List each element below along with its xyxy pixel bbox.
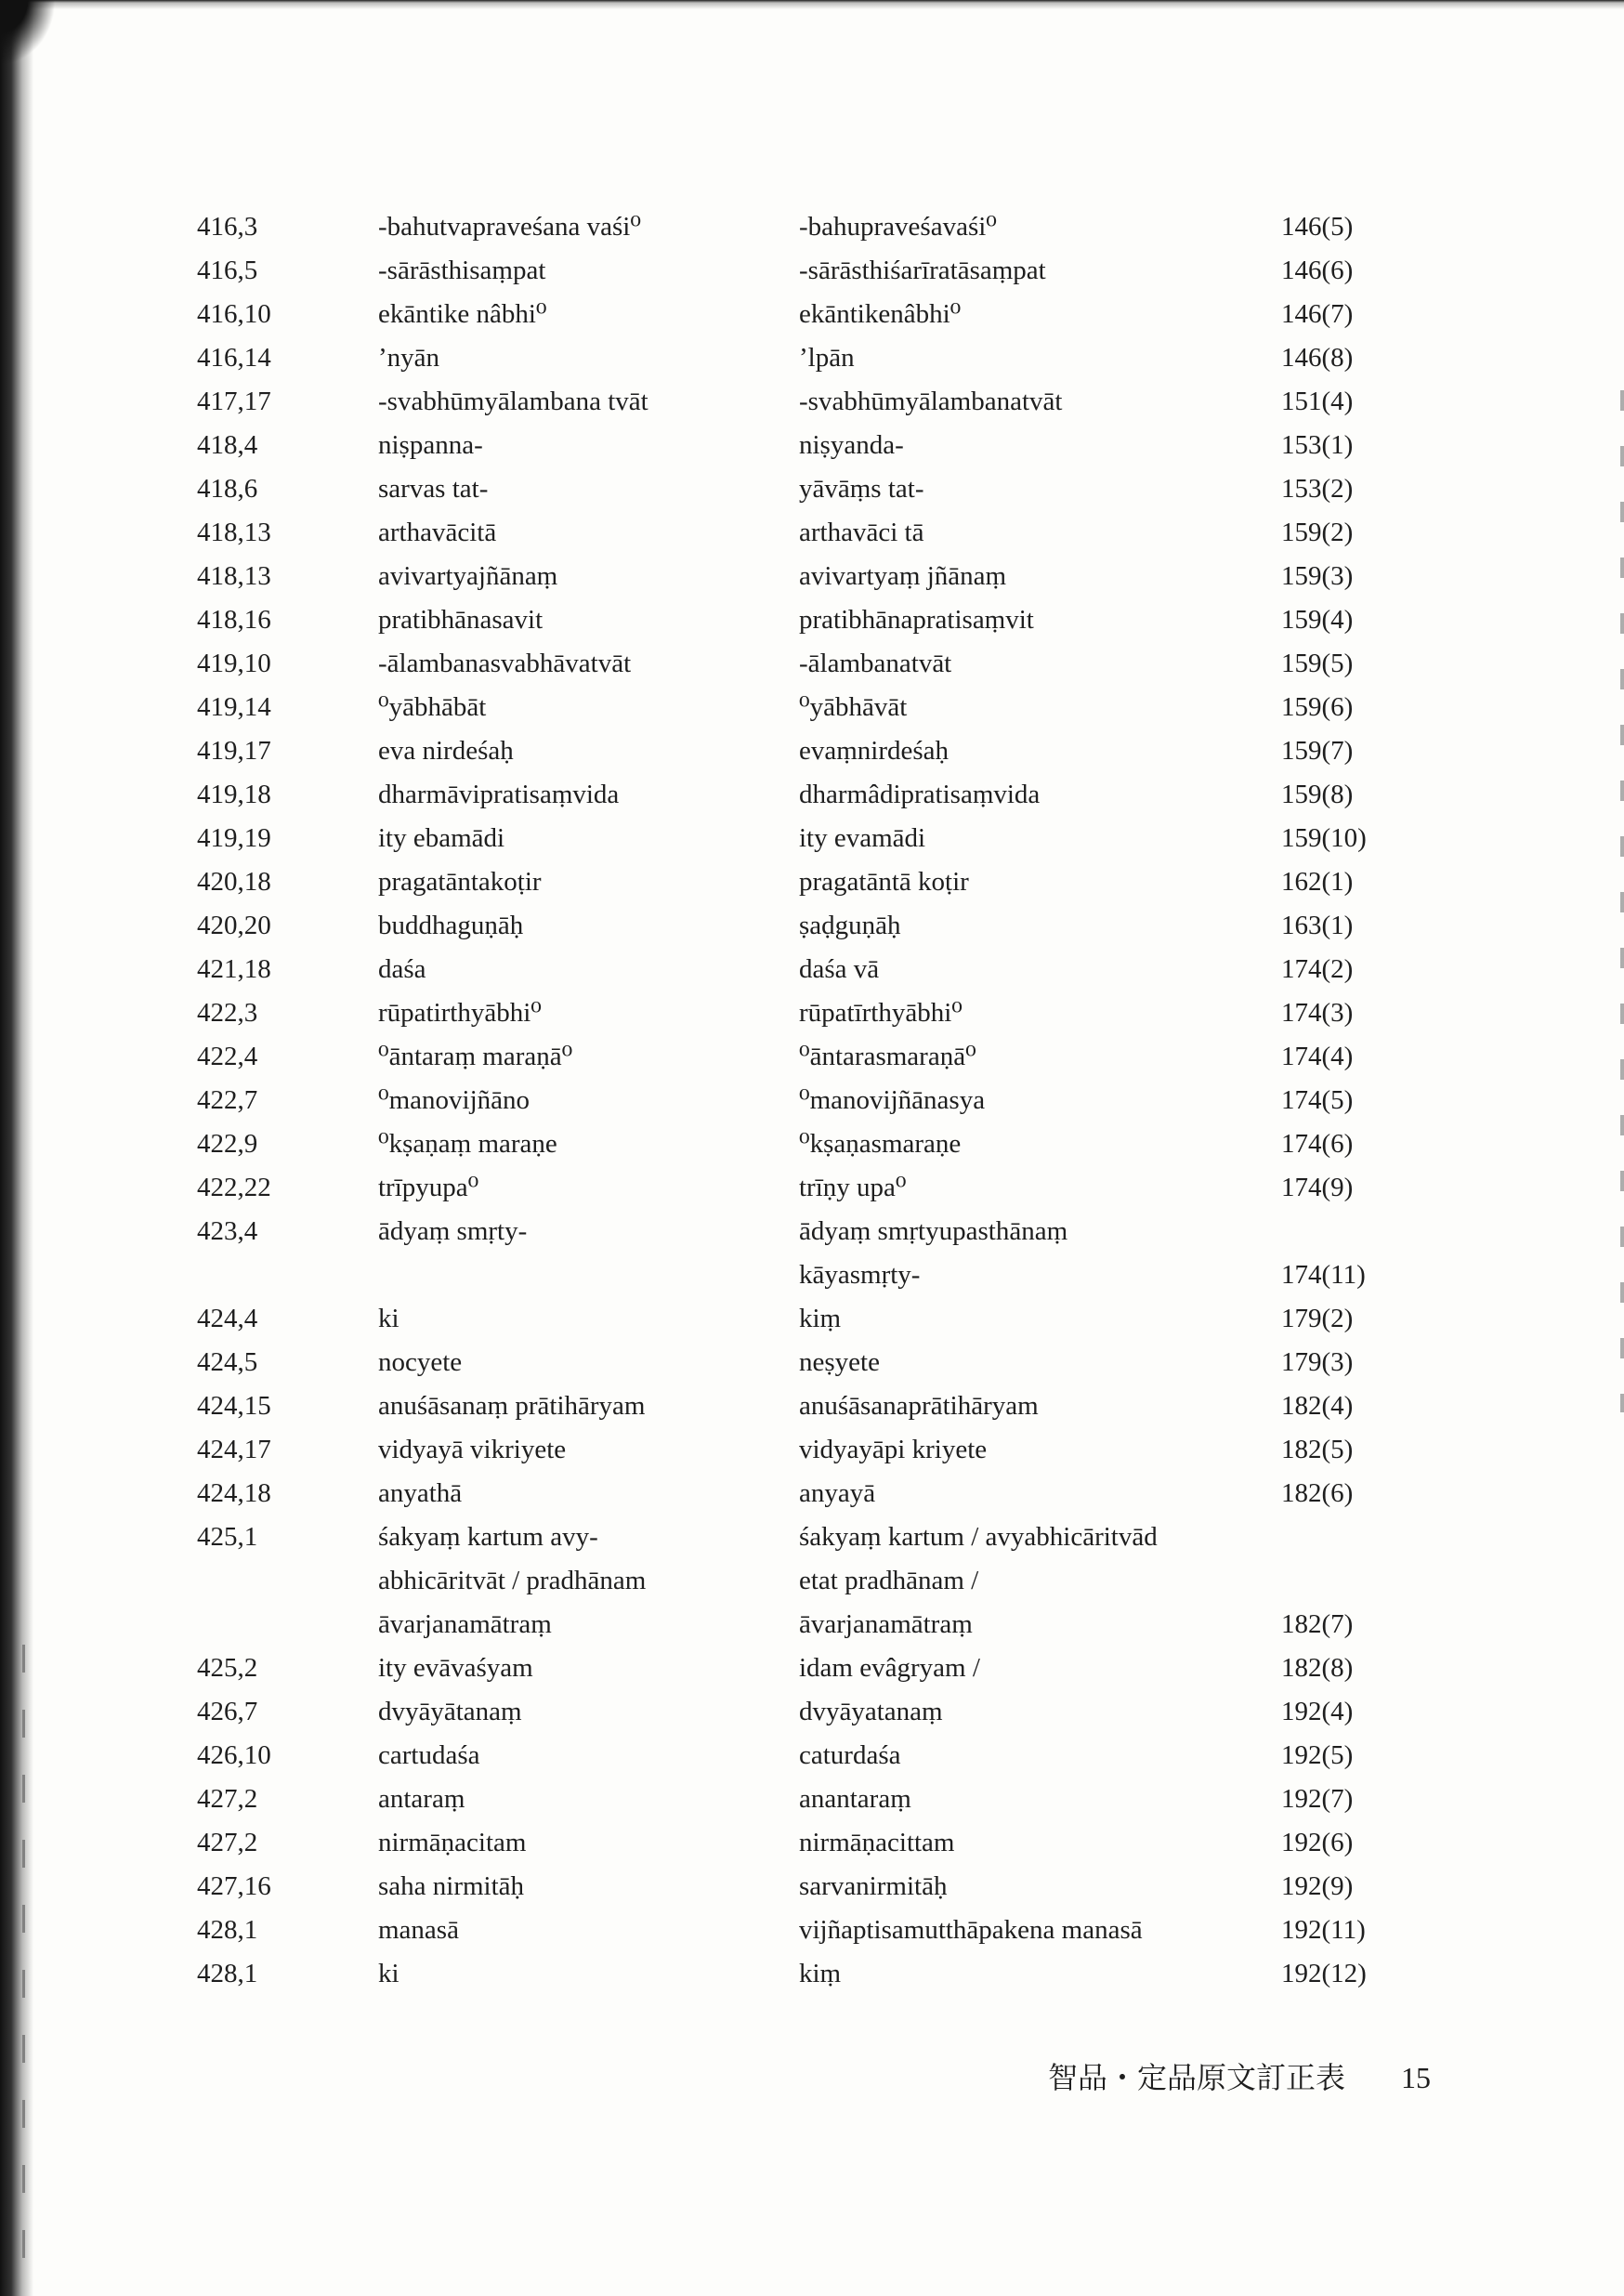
corrected-reading: kāyasmṛty- [799, 1260, 921, 1290]
corrected-reading: ’lpān [799, 343, 855, 373]
original-reading: sarvas tat- [378, 474, 489, 504]
table-row [197, 948, 1423, 991]
table-row [197, 1952, 1423, 1996]
table-row [197, 1297, 1423, 1341]
page-reference: 153(1) [1281, 430, 1354, 460]
corrected-reading: dharmâdipratisaṃvida [799, 780, 1041, 809]
line-reference: 419,19 [197, 823, 271, 853]
corrected-reading: rūpatīrthyābhi⁰ [799, 998, 963, 1028]
page-reference: 146(5) [1281, 212, 1354, 242]
table-row [197, 1909, 1423, 1952]
line-reference: 425,1 [197, 1522, 258, 1552]
table-row [197, 1210, 1423, 1253]
original-reading: ki [378, 1959, 399, 1988]
line-reference: 424,17 [197, 1435, 271, 1464]
corrected-reading: anyayā [799, 1478, 876, 1508]
table-row [197, 1472, 1423, 1515]
page-reference: 162(1) [1281, 867, 1354, 897]
page-reference: 146(7) [1281, 299, 1354, 329]
page-reference: 159(8) [1281, 780, 1354, 809]
table-row [197, 1341, 1423, 1384]
table-row [197, 729, 1423, 773]
line-reference: 417,17 [197, 387, 271, 416]
table-row [197, 1384, 1423, 1428]
table-row [197, 598, 1423, 642]
original-reading: anyathā [378, 1478, 463, 1508]
corrected-reading: -sārāsthiśarīratāsaṃpat [799, 256, 1046, 285]
table-row [197, 1428, 1423, 1472]
scan-artifact-left [22, 1645, 25, 2276]
table-row [197, 424, 1423, 467]
line-reference: 419,14 [197, 692, 271, 722]
corrected-reading: daśa vā [799, 954, 880, 984]
original-reading: śakyaṃ kartum avy- [378, 1522, 598, 1552]
line-reference: 422,9 [197, 1129, 258, 1159]
corrected-reading: idam evâgryam / [799, 1653, 980, 1683]
table-row [197, 1166, 1423, 1210]
original-reading: -svabhūmyālambana tvāt [378, 387, 648, 416]
original-reading: ’nyān [378, 343, 440, 373]
page-reference: 192(12) [1281, 1959, 1367, 1988]
scan-artifact-right [1620, 390, 1624, 1412]
corrected-reading: kiṃ [799, 1959, 842, 1988]
page-reference: 182(5) [1281, 1435, 1354, 1464]
original-reading: anuśāsanaṃ prātihāryam [378, 1391, 646, 1421]
corrected-reading: neṣyete [799, 1347, 880, 1377]
corrected-reading: vidyayāpi kriyete [799, 1435, 988, 1464]
table-row [197, 555, 1423, 598]
page-reference: 174(2) [1281, 954, 1354, 984]
original-reading: nirmāṇacitam [378, 1828, 527, 1857]
table-row [197, 1603, 1423, 1647]
table-row [197, 860, 1423, 904]
line-reference: 422,7 [197, 1085, 258, 1115]
table-row [197, 1122, 1423, 1166]
table-row [197, 1734, 1423, 1778]
table-row [197, 1865, 1423, 1909]
page-reference: 159(5) [1281, 649, 1354, 678]
page-number: 15 [1401, 2061, 1431, 2094]
line-reference: 424,15 [197, 1391, 271, 1421]
line-reference: 418,13 [197, 561, 271, 591]
corrected-reading: āvarjanamātraṃ [799, 1609, 973, 1639]
corrected-reading: ⁰kṣaṇasmaraṇe [799, 1129, 962, 1159]
corrected-reading: nirmāṇacittam [799, 1828, 955, 1857]
line-reference: 428,1 [197, 1915, 258, 1945]
corrected-reading: avivartyaṃ jñānaṃ [799, 561, 1007, 591]
page-reference: 192(9) [1281, 1871, 1354, 1901]
line-reference: 424,5 [197, 1347, 258, 1377]
original-reading: trīpyupa⁰ [378, 1173, 479, 1202]
line-reference: 427,16 [197, 1871, 271, 1901]
corrected-reading: niṣyanda- [799, 430, 904, 460]
original-reading: buddhaguṇāḥ [378, 911, 524, 940]
scan-shadow-top [0, 0, 1624, 9]
original-reading: ity evāvaśyam [378, 1653, 533, 1683]
page-reference: 179(2) [1281, 1304, 1354, 1333]
original-reading: ⁰āntaraṃ maraṇā⁰ [378, 1042, 573, 1071]
original-reading: avivartyajñānaṃ [378, 561, 558, 591]
page-reference: 192(5) [1281, 1740, 1354, 1770]
page-reference: 159(7) [1281, 736, 1354, 766]
correction-table [197, 205, 1423, 1996]
page-reference: 182(7) [1281, 1609, 1354, 1639]
page-reference: 146(6) [1281, 256, 1354, 285]
line-reference: 419,10 [197, 649, 271, 678]
original-reading: niṣpanna- [378, 430, 483, 460]
page-reference: 174(9) [1281, 1173, 1354, 1202]
original-reading: vidyayā vikriyete [378, 1435, 567, 1464]
line-reference: 418,16 [197, 605, 271, 635]
page-reference: 182(8) [1281, 1653, 1354, 1683]
page-reference: 182(4) [1281, 1391, 1354, 1421]
original-reading: nocyete [378, 1347, 463, 1377]
table-row [197, 1647, 1423, 1690]
page-reference: 151(4) [1281, 387, 1354, 416]
line-reference: 427,2 [197, 1784, 258, 1814]
original-reading: cartudaśa [378, 1740, 480, 1770]
table-row [197, 773, 1423, 817]
original-reading: dharmāvipratisaṃvida [378, 780, 620, 809]
table-row [197, 1253, 1423, 1297]
table-row [197, 249, 1423, 293]
original-reading: daśa [378, 954, 426, 984]
corrected-reading: ādyaṃ smṛtyupasthānaṃ [799, 1216, 1068, 1246]
page-reference: 192(6) [1281, 1828, 1354, 1857]
page-reference: 159(4) [1281, 605, 1354, 635]
table-row [197, 1690, 1423, 1734]
line-reference: 418,13 [197, 518, 271, 547]
original-reading: eva nirdeśaḥ [378, 736, 514, 766]
table-row [197, 1515, 1423, 1559]
corrected-reading: -svabhūmyālambanatvāt [799, 387, 1063, 416]
line-reference: 426,7 [197, 1697, 258, 1726]
line-reference: 424,4 [197, 1304, 258, 1333]
line-reference: 416,10 [197, 299, 271, 329]
corrected-reading: ity evamādi [799, 823, 926, 853]
page-reference: 179(3) [1281, 1347, 1354, 1377]
table-row [197, 686, 1423, 729]
original-reading: dvyāyātanaṃ [378, 1697, 522, 1726]
line-reference: 421,18 [197, 954, 271, 984]
corrected-reading: ⁰āntarasmaraṇā⁰ [799, 1042, 976, 1071]
page-reference: 159(2) [1281, 518, 1354, 547]
page-reference: 159(3) [1281, 561, 1354, 591]
page-reference: 146(8) [1281, 343, 1354, 373]
line-reference: 416,14 [197, 343, 271, 373]
corrected-reading: śakyaṃ kartum / avyabhicāritvād [799, 1522, 1158, 1552]
corrected-reading: yāvāṃs tat- [799, 474, 924, 504]
table-row [197, 336, 1423, 380]
corrected-reading: ekāntikenâbhi⁰ [799, 299, 962, 329]
line-reference: 423,4 [197, 1216, 258, 1246]
page-reference: 174(4) [1281, 1042, 1354, 1071]
original-reading: -ālambanasvabhāvatvāt [378, 649, 632, 678]
corrected-reading: vijñaptisamutthāpakena manasā [799, 1915, 1143, 1945]
page-reference: 174(3) [1281, 998, 1354, 1028]
corrected-reading: sarvanirmitāḥ [799, 1871, 948, 1901]
page-reference: 174(6) [1281, 1129, 1354, 1159]
original-reading: ⁰manovijñāno [378, 1085, 530, 1115]
page-footer [1048, 2055, 1431, 2100]
table-row [197, 1778, 1423, 1821]
table-row [197, 991, 1423, 1035]
original-reading: manasā [378, 1915, 459, 1945]
line-reference: 420,18 [197, 867, 271, 897]
corrected-reading: anantaraṃ [799, 1784, 911, 1814]
page-reference: 174(11) [1281, 1260, 1366, 1290]
line-reference: 428,1 [197, 1959, 258, 1988]
line-reference: 425,2 [197, 1653, 258, 1683]
table-row [197, 380, 1423, 424]
original-reading: ki [378, 1304, 399, 1333]
page-reference: 159(6) [1281, 692, 1354, 722]
line-reference: 422,4 [197, 1042, 258, 1071]
scan-shadow-left [0, 0, 33, 2296]
page-reference: 182(6) [1281, 1478, 1354, 1508]
scan-corner-shadow [0, 0, 56, 65]
corrected-reading: ⁰yābhāvāt [799, 692, 908, 722]
table-row [197, 817, 1423, 860]
line-reference: 419,17 [197, 736, 271, 766]
original-reading: ⁰yābhābāt [378, 692, 487, 722]
corrected-reading: caturdaśa [799, 1740, 901, 1770]
table-row [197, 904, 1423, 948]
line-reference: 422,3 [197, 998, 258, 1028]
corrected-reading: evaṃnirdeśaḥ [799, 736, 950, 766]
original-reading: arthavācitā [378, 518, 497, 547]
original-reading: pratibhānasavit [378, 605, 544, 635]
footer-title: 智品・定品原文訂正表 [1048, 2061, 1346, 2094]
original-reading: -bahutvapraveśana vaśi⁰ [378, 212, 641, 242]
line-reference: 418,6 [197, 474, 258, 504]
line-reference: 418,4 [197, 430, 258, 460]
line-reference: 416,5 [197, 256, 258, 285]
table-row [197, 1079, 1423, 1122]
line-reference: 416,3 [197, 212, 258, 242]
line-reference: 419,18 [197, 780, 271, 809]
corrected-reading: ṣaḍguṇāḥ [799, 911, 901, 940]
table-row [197, 511, 1423, 555]
original-reading: āvarjanamātraṃ [378, 1609, 552, 1639]
page-reference: 192(11) [1281, 1915, 1366, 1945]
original-reading: abhicāritvāt / pradhānam [378, 1566, 647, 1595]
table-row [197, 1035, 1423, 1079]
corrected-reading: etat pradhānam / [799, 1566, 979, 1595]
corrected-reading: -ālambanatvāt [799, 649, 952, 678]
corrected-reading: arthavāci tā [799, 518, 924, 547]
table-row [197, 1821, 1423, 1865]
corrected-reading: pragatāntā koṭir [799, 867, 969, 897]
original-reading: ādyaṃ smṛty- [378, 1216, 528, 1246]
line-reference: 426,10 [197, 1740, 271, 1770]
corrected-reading: -bahupraveśavaśi⁰ [799, 212, 997, 242]
table-row [197, 205, 1423, 249]
line-reference: 424,18 [197, 1478, 271, 1508]
corrected-reading: pratibhānapratisaṃvit [799, 605, 1034, 635]
table-row [197, 467, 1423, 511]
table-row [197, 642, 1423, 686]
original-reading: rūpatirthyābhi⁰ [378, 998, 542, 1028]
corrected-reading: dvyāyatanaṃ [799, 1697, 943, 1726]
corrected-reading: trīṇy upa⁰ [799, 1173, 907, 1202]
page-reference: 174(5) [1281, 1085, 1354, 1115]
corrected-reading: kiṃ [799, 1304, 842, 1333]
page-reference: 159(10) [1281, 823, 1367, 853]
line-reference: 427,2 [197, 1828, 258, 1857]
page-reference: 192(4) [1281, 1697, 1354, 1726]
original-reading: ⁰kṣaṇaṃ maraṇe [378, 1129, 557, 1159]
table-row [197, 1559, 1423, 1603]
original-reading: saha nirmitāḥ [378, 1871, 525, 1901]
corrected-reading: anuśāsanaprātihāryam [799, 1391, 1039, 1421]
line-reference: 420,20 [197, 911, 271, 940]
page-reference: 153(2) [1281, 474, 1354, 504]
original-reading: ity ebamādi [378, 823, 505, 853]
line-reference: 422,22 [197, 1173, 271, 1202]
page-reference: 163(1) [1281, 911, 1354, 940]
original-reading: -sārāsthisaṃpat [378, 256, 546, 285]
corrected-reading: ⁰manovijñānasya [799, 1085, 986, 1115]
table-row [197, 293, 1423, 336]
original-reading: antaraṃ [378, 1784, 465, 1814]
page-reference: 192(7) [1281, 1784, 1354, 1814]
original-reading: ekāntike nâbhi⁰ [378, 299, 547, 329]
original-reading: pragatāntakoṭir [378, 867, 542, 897]
